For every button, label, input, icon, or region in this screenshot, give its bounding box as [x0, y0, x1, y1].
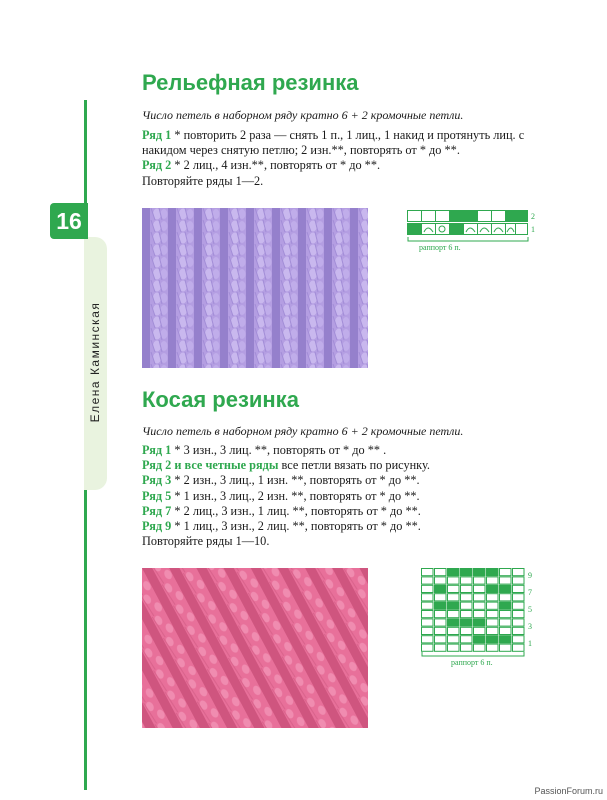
chart-cell — [513, 636, 525, 643]
chart-cell — [513, 611, 525, 618]
chart-row-number: 5 — [528, 605, 532, 614]
instruction-row: Ряд 2 * 2 лиц., 4 изн.**, повторять от * до **. — [142, 158, 381, 173]
chart-cell — [435, 636, 447, 643]
chart-cell — [474, 644, 486, 651]
instruction-row: Ряд 2 и все четные ряды все петли вязать по рисунку. — [142, 458, 430, 473]
chart-cell — [474, 569, 486, 576]
knit-photo-pink — [142, 568, 368, 728]
chart-cell — [500, 577, 512, 584]
section-intro-2: Число петель в наборном ряду кратно 6 + 2 кромочные петли. — [142, 424, 464, 438]
chart-cell — [474, 636, 486, 643]
chart-cell — [422, 619, 434, 626]
chart-cell — [474, 627, 486, 634]
instruction-row: Ряд 1 * повторить 2 раза — снять 1 п., 1 лиц., 1 накид и протянуть лиц. с накидом через снятую петлю; 2 изн.**, повторять от * до **. — [142, 128, 525, 158]
chart-cell — [474, 602, 486, 609]
instruction-row: Ряд 9 * 1 лиц., 3 изн., 2 лиц. **, повторять от * до **. — [142, 519, 421, 534]
chart-cell — [422, 611, 434, 618]
chart-cell — [461, 585, 473, 592]
chart-cell — [448, 619, 460, 626]
chart-cell — [422, 585, 434, 592]
chart-cell — [500, 627, 512, 634]
chart-cell — [513, 594, 525, 601]
chart-cell — [435, 602, 447, 609]
instruction-row: Ряд 1 * 3 изн., 3 лиц. **, повторять от * до ** . — [142, 443, 387, 457]
chart-cell — [461, 627, 473, 634]
chart-cell — [422, 644, 434, 651]
chart-row-number: 9 — [528, 571, 532, 580]
chart-cell — [435, 611, 447, 618]
knit-photo-lavender — [142, 208, 368, 368]
chart-cell — [435, 619, 447, 626]
instruction-row: Ряд 3 * 2 изн., 3 лиц., 1 изн. **, повторять от * до **. — [142, 473, 420, 488]
chart-cell — [474, 585, 486, 592]
chart-cell — [500, 569, 512, 576]
chart-cell — [513, 585, 525, 592]
knit-chart-1 — [407, 208, 537, 258]
chart-row-number: 7 — [528, 588, 532, 597]
chart-repeat-label: раппорт 6 п. — [451, 658, 493, 667]
chart-cell — [513, 619, 525, 626]
instruction-row: Ряд 7 * 2 лиц., 3 изн., 1 лиц. **, повторять от * до **. — [142, 503, 421, 518]
chart-cell — [422, 594, 434, 601]
chart-cell — [487, 594, 499, 601]
chart-cell — [487, 627, 499, 634]
chart-cell — [448, 594, 460, 601]
chart-cell — [461, 602, 473, 609]
chart-cell — [513, 644, 525, 651]
chart-cell — [422, 627, 434, 634]
chart-cell — [448, 627, 460, 634]
chart-cell — [474, 611, 486, 618]
chart-cell — [435, 627, 447, 634]
chart-cell — [422, 569, 434, 576]
chart-cell — [461, 577, 473, 584]
chart-cell — [487, 602, 499, 609]
instruction-row: Повторяйте ряды 1—2. — [142, 173, 264, 188]
chart-cell — [500, 611, 512, 618]
chart-cell — [435, 577, 447, 584]
chart-cell — [461, 611, 473, 618]
chart-row-number: 2 — [531, 212, 535, 221]
chart-cell — [448, 585, 460, 592]
chart-cell — [422, 636, 434, 643]
chart-cell — [513, 569, 525, 576]
chart-cell — [461, 619, 473, 626]
chart-cell — [461, 636, 473, 643]
section-title-1: Рельефная резинка — [142, 70, 359, 95]
author-name: Елена Каминская — [88, 301, 102, 423]
knit-chart-2 — [421, 568, 541, 668]
chart-cell — [500, 619, 512, 626]
chart-cell — [500, 594, 512, 601]
chart-cell — [448, 577, 460, 584]
chart-cell — [487, 636, 499, 643]
chart-cell — [448, 602, 460, 609]
chart-cell — [474, 577, 486, 584]
site-watermark: PassionForum.ru — [534, 786, 603, 796]
chart-cell — [448, 636, 460, 643]
chart-cell — [435, 644, 447, 651]
instruction-row: Повторяйте ряды 1—10. — [142, 534, 270, 549]
chart-row-number: 1 — [528, 639, 532, 648]
chart-cell — [487, 569, 499, 576]
chart-cell — [422, 577, 434, 584]
chart-cell — [500, 636, 512, 643]
section-intro-1: Число петель в наборном ряду кратно 6 + 2 кромочные петли. — [142, 108, 464, 122]
chart-cell — [487, 585, 499, 592]
page-number: 16 — [50, 203, 88, 239]
chart-cell — [487, 619, 499, 626]
chart-cell — [487, 644, 499, 651]
chart-cell — [461, 569, 473, 576]
chart-cell — [422, 602, 434, 609]
chart-cell — [461, 594, 473, 601]
instruction-row: Ряд 5 * 1 изн., 3 лиц., 2 изн. **, повторять от * до **. — [142, 488, 420, 503]
chart-cell — [448, 611, 460, 618]
chart-cell — [513, 627, 525, 634]
chart-cell — [448, 569, 460, 576]
chart-cell — [513, 577, 525, 584]
chart-cell — [500, 602, 512, 609]
chart-cell — [513, 602, 525, 609]
instructions-2 — [142, 443, 552, 549]
chart-cell — [474, 594, 486, 601]
chart-row-number: 3 — [528, 622, 532, 631]
chart-cell — [435, 594, 447, 601]
chart-cell — [461, 644, 473, 651]
instructions-1 — [142, 128, 552, 189]
chart-cell — [487, 611, 499, 618]
chart-cell — [435, 569, 447, 576]
chart-cell — [487, 577, 499, 584]
chart-cell — [435, 585, 447, 592]
chart-cell — [448, 644, 460, 651]
section-title-2: Косая резинка — [142, 387, 299, 412]
chart-cell — [500, 644, 512, 651]
chart-cell — [474, 619, 486, 626]
chart-cell — [500, 585, 512, 592]
chart-repeat-label: раппорт 6 п. — [419, 243, 461, 252]
chart-row-number: 1 — [531, 225, 535, 234]
